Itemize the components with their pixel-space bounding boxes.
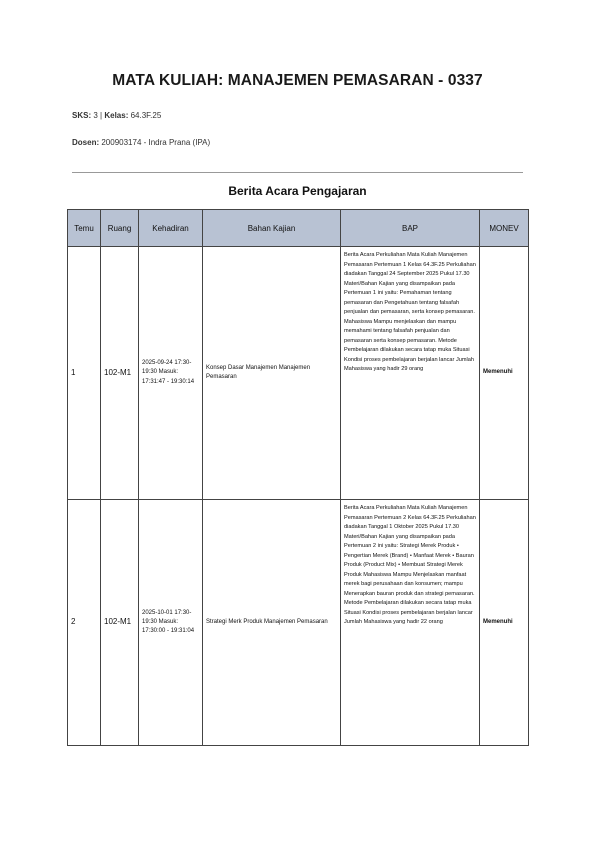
table-header-row <box>68 210 529 247</box>
cell-bap: Berita Acara Perkuliahan Mata Kuliah Manajemen Pemasaran Pertemuan 1 Kelas 64.3F.25 Perkuliahan diadakan Tanggal 24 September 2025 Pukul 17.30 Materi/Bahan Kajian yang disampaikan pada Pertemuan 1 ini yaitu: Pemahaman tentang pemasaran dan Pengetahuan tentang falsafah penjualan dan pemasaran, serta konsep pemasaran. Mahasiswa Mampu menjelaskan dan mampu memahami tentang falsafah penjualan dan pemasaran serta konsep pemasaran. Metode Pembelajaran dilakukan secara tatap muka Situasi Kondisi proses pembelajaran berjalan lancar Jumlah Mahasiswa yang hadir 29 orang <box>341 247 480 500</box>
section-title: Berita Acara Pengajaran <box>228 184 367 198</box>
dosen-label: Dosen: <box>72 138 100 147</box>
header-bahan-kajian: Bahan Kajian <box>203 210 341 247</box>
kelas-label: Kelas: <box>104 111 129 120</box>
sks-value: 3 <box>93 111 98 120</box>
table-row <box>68 500 529 746</box>
header-bap: BAP <box>341 210 480 247</box>
separator: | <box>100 111 103 120</box>
cell-ruang: 102-M1 <box>101 247 139 500</box>
cell-bahan-kajian: Strategi Merk Produk Manajemen Pemasaran <box>203 500 341 746</box>
dosen-value: 200903174 - Indra Prana (IPA) <box>101 138 211 147</box>
cell-ruang: 102-M1 <box>101 500 139 746</box>
bap-table <box>67 209 529 746</box>
header-monev: MONEV <box>480 210 529 247</box>
header-kehadiran: Kehadiran <box>139 210 203 247</box>
cell-temu: 2 <box>68 500 101 746</box>
header-temu: Temu <box>68 210 101 247</box>
dosen-line <box>72 138 210 147</box>
cell-monev: Memenuhi <box>480 500 529 746</box>
course-title: MATA KULIAH: MANAJEMEN PEMASARAN - 0337 <box>112 72 483 89</box>
cell-kehadiran: 2025-10-01 17:30-19:30 Masuk: 17:30:00 - 19:31:04 <box>139 500 203 746</box>
cell-kehadiran: 2025-09-24 17:30-19:30 Masuk: 17:31:47 - 19:30:14 <box>139 247 203 500</box>
sks-kelas-line <box>72 111 161 120</box>
header-ruang: Ruang <box>101 210 139 247</box>
cell-monev: Memenuhi <box>480 247 529 500</box>
cell-bahan-kajian: Konsep Dasar Manajemen Manajemen Pemasaran <box>203 247 341 500</box>
sks-label: SKS: <box>72 111 92 120</box>
divider <box>72 172 523 173</box>
cell-bap: Berita Acara Perkuliahan Mata Kuliah Manajemen Pemasaran Pertemuan 2 Kelas 64.3F.25 Perkuliahan diadakan Tanggal 1 Oktober 2025 Pukul 17.30 Materi/Bahan Kajian yang disampaikan pada Pertemuan 2 ini yaitu: Strategi Merek Produk • Pengertian Merek (Brand) • Manfaat Merek • Bauran Produk (Product Mix) • Membuat Strategi Merek Produk Mahasiswa Mampu Menjelaskan manfaat merek bagi perusahaan dan konsumen; mampu Menerapkan bauran produk dan strategi pemasaran. Metode Pembelajaran dilakukan secara tatap muka Situasi Kondisi proses pembelajaran berjalan lancar Jumlah Mahasiswa yang hadir 22 orang <box>341 500 480 746</box>
table-row <box>68 247 529 500</box>
kelas-value: 64.3F.25 <box>130 111 162 120</box>
cell-temu: 1 <box>68 247 101 500</box>
